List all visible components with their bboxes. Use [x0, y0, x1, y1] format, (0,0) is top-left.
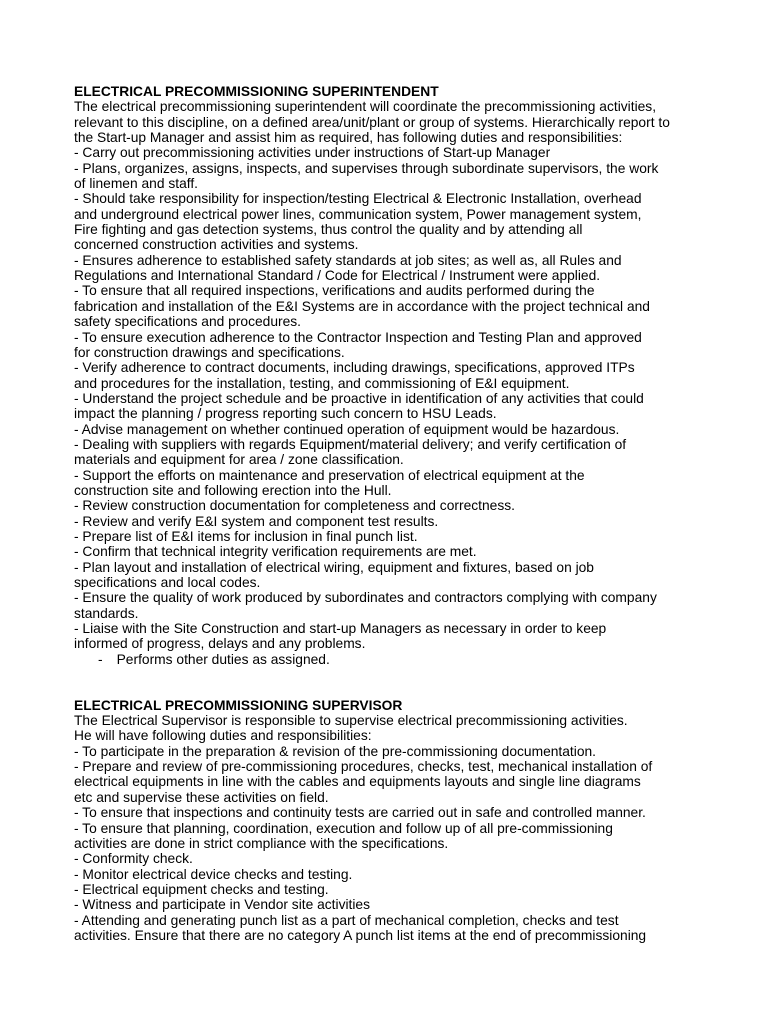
- list-item-other-duties: [74, 652, 754, 667]
- text-line: for construction drawings and specifications.: [74, 344, 345, 360]
- text-line: safety specifications and procedures.: [74, 314, 302, 330]
- text-line: - Plans, organizes, assigns, inspects, and supervises through subordinate supervisors, the work: [74, 160, 659, 176]
- section-heading-superintendent: ELECTRICAL PRECOMMISSIONING SUPERINTENDENT: [74, 84, 439, 99]
- text-line: - Liaise with the Site Construction and start-up Managers as necessary in order to keep: [74, 621, 607, 637]
- list-item-text: Performs other duties as assigned.: [116, 651, 330, 667]
- text-line: fabrication and installation of the E&I Systems are in accordance with the project technical and: [74, 298, 650, 314]
- text-line: - To ensure that planning, coordination, execution and follow up of all pre-commissioning: [74, 820, 613, 836]
- text-line: informed of progress, delays and any problems.: [74, 636, 366, 652]
- text-line: - Confirm that technical integrity verification requirements are met.: [74, 544, 477, 560]
- text-line: and underground electrical power lines, communication system, Power management system,: [74, 206, 642, 222]
- text-line: - Ensure the quality of work produced by subordinates and contractors complying with company: [74, 590, 657, 606]
- text-line: The Electrical Supervisor is responsible to supervise electrical precommissioning activities.: [74, 713, 628, 729]
- text-line: standards.: [74, 605, 139, 621]
- text-line: - Witness and participate in Vendor site activities: [74, 897, 371, 913]
- text-line: - To participate in the preparation & revision of the pre-commissioning documentation.: [74, 743, 597, 759]
- text-line: - Prepare list of E&I items for inclusion in final punch list.: [74, 528, 418, 544]
- text-line: and procedures for the installation, testing, and commissioning of E&I equipment.: [74, 375, 570, 391]
- text-line: the Start-up Manager and assist him as required, has following duties and responsibilities:: [74, 130, 623, 146]
- text-line: - Plan layout and installation of electrical wiring, equipment and fixtures, based on job: [74, 559, 594, 575]
- text-line: The electrical precommissioning superintendent will coordinate the precommissioning activities,: [74, 99, 657, 115]
- section-heading-supervisor: ELECTRICAL PRECOMMISSIONING SUPERVISOR: [74, 697, 403, 713]
- text-line: - Attending and generating punch list as a part of mechanical completion, checks and test: [74, 912, 619, 928]
- text-line: - Electrical equipment checks and testing.: [74, 881, 329, 897]
- text-line: - Verify adherence to contract documents, including drawings, specifications, approved ITPs: [74, 360, 635, 376]
- text-line: activities are done in strict compliance with the specifications.: [74, 835, 449, 851]
- section-body-supervisor: [74, 713, 754, 943]
- text-line: He will have following duties and responsibilities:: [74, 728, 372, 744]
- text-line: - Dealing with suppliers with regards Equipment/material delivery; and verify certification of: [74, 436, 627, 452]
- list-dash: -: [98, 651, 103, 667]
- text-line: impact the planning / progress reporting such concern to HSU Leads.: [74, 406, 497, 422]
- section-spacer: [74, 667, 754, 698]
- text-line: - Support the efforts on maintenance and preservation of electrical equipment at the: [74, 467, 585, 483]
- text-line: - Prepare and review of pre-commissioning procedures, checks, test, mechanical installation of: [74, 759, 653, 775]
- text-line: materials and equipment for area / zone classification.: [74, 452, 404, 468]
- text-line: of linemen and staff.: [74, 176, 198, 192]
- text-line: specifications and local codes.: [74, 575, 261, 590]
- text-line: - Conformity check.: [74, 851, 193, 867]
- text-line: - Monitor electrical device checks and testing.: [74, 866, 353, 882]
- text-line: - To ensure that all required inspections, verifications and audits performed during the: [74, 283, 595, 299]
- text-line: concerned construction activities and systems.: [74, 237, 359, 253]
- text-line: - Understand the project schedule and be proactive in identification of any activities that could: [74, 390, 644, 406]
- text-line: - Should take responsibility for inspection/testing Electrical & Electronic Installation, overhead: [74, 191, 642, 207]
- text-line: - Advise management on whether continued operation of equipment would be hazardous.: [74, 421, 620, 437]
- text-line: construction site and following erection into the Hull.: [74, 482, 392, 498]
- text-line: - To ensure execution adherence to the Contractor Inspection and Testing Plan and approved: [74, 329, 642, 345]
- text-line: - Review construction documentation for completeness and correctness.: [74, 498, 515, 514]
- text-line: - Ensures adherence to established safety standards at job sites; as well as, all Rules and: [74, 252, 622, 268]
- text-line: - Review and verify E&I system and component test results.: [74, 513, 439, 529]
- text-line: etc and supervise these activities on field.: [74, 789, 329, 805]
- text-line: electrical equipments in line with the cables and equipments layouts and single line diagrams: [74, 774, 641, 790]
- section-body-superintendent: [74, 99, 754, 651]
- text-line: Fire fighting and gas detection systems, thus control the quality and by attending all: [74, 222, 583, 238]
- text-line: - Carry out precommissioning activities under instructions of Start-up Manager: [74, 145, 551, 161]
- text-line: Regulations and International Standard / Code for Electrical / Instrument were applied.: [74, 268, 601, 284]
- document-page: [74, 84, 754, 943]
- text-line: relevant to this discipline, on a defined area/unit/plant or group of systems. Hierarchically report to: [74, 114, 670, 130]
- text-line: - To ensure that inspections and continuity tests are carried out in safe and controlled manner.: [74, 805, 646, 821]
- text-line: activities. Ensure that there are no category A punch list items at the end of precommissioning: [74, 927, 647, 943]
